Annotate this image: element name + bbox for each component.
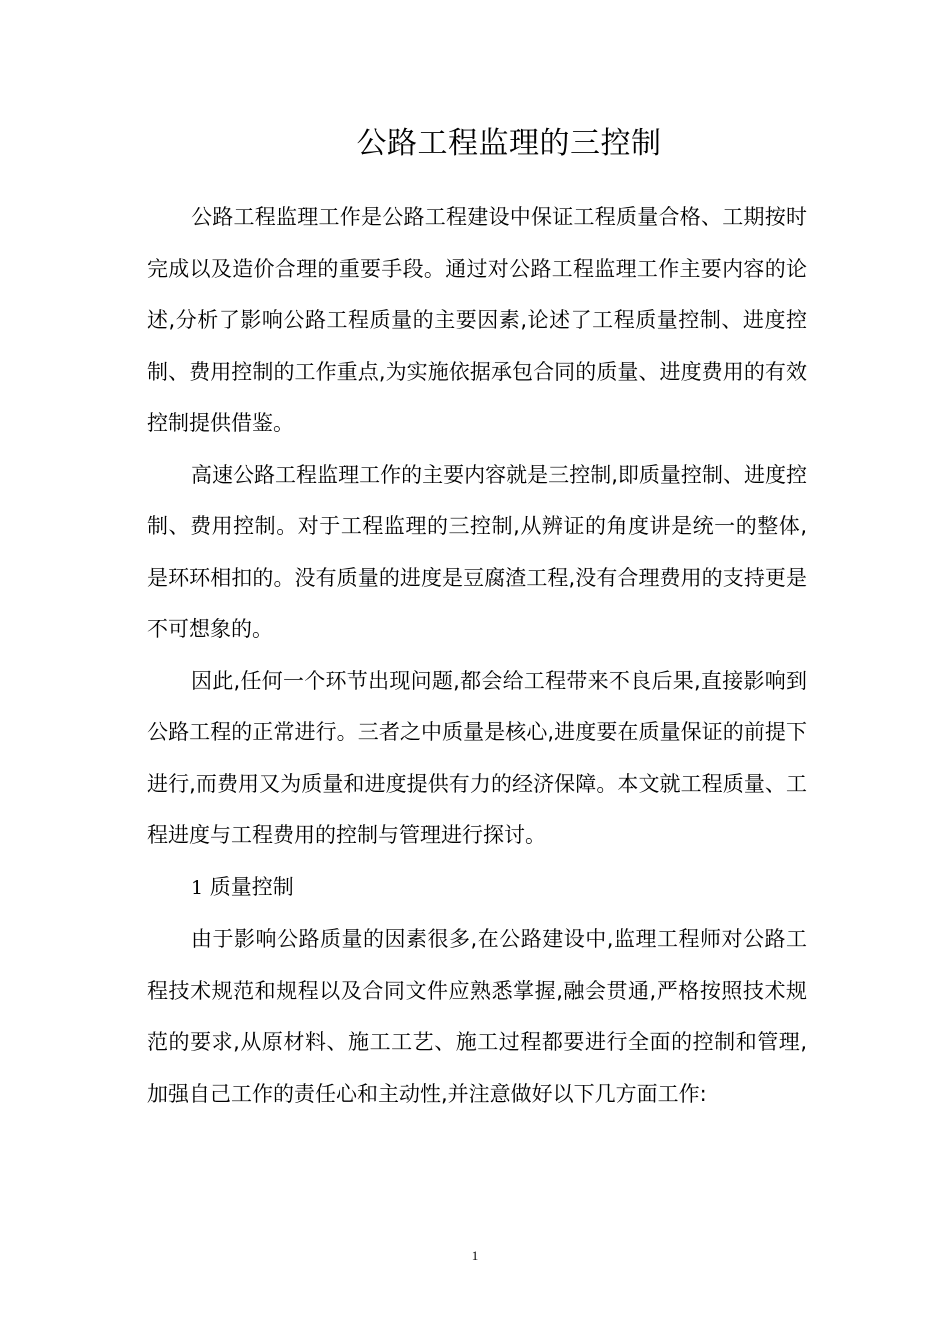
section-number: 1 (191, 876, 204, 899)
document-title: 公路工程监理的三控制 (356, 126, 662, 161)
section-heading (147, 862, 807, 915)
document-body (147, 192, 807, 1120)
section-heading-text: 质量控制 (209, 874, 294, 899)
body-paragraph: 公路工程监理工作是公路工程建设中保证工程质量合格、工期按时完成以及造价合理的重要手段。通过对公路工程监理工作主要内容的论述,分析了影响公路工程质量的主要因素,论述了工程质量控制、进度控制、费用控制的工作重点,为实施依据承包合同的质量、进度费用的有效控制提供借鉴。 (147, 205, 807, 435)
page-number: 1 (471, 1248, 479, 1263)
section-paragraph: 由于影响公路质量的因素很多,在公路建设中,监理工程师对公路工程技术规范和规程以及合同文件应熟悉掌握,融会贯通,严格按照技术规范的要求,从原材料、施工工艺、施工过程都要进行全面的控制和管理,加强自己工作的责任心和主动性,并注意做好以下几方面工作: (147, 927, 807, 1106)
body-paragraph: 因此,任何一个环节出现问题,都会给工程带来不良后果,直接影响到公路工程的正常进行。三者之中质量是核心,进度要在质量保证的前提下进行,而费用又为质量和进度提供有力的经济保障。本文就工程质量、工程进度与工程费用的控制与管理进行探讨。 (147, 668, 807, 847)
body-paragraph: 高速公路工程监理工作的主要内容就是三控制,即质量控制、进度控制、费用控制。对于工程监理的三控制,从辨证的角度讲是统一的整体,是环环相扣的。没有质量的进度是豆腐渣工程,没有合理费用的支持更是不可想象的。 (147, 462, 807, 641)
